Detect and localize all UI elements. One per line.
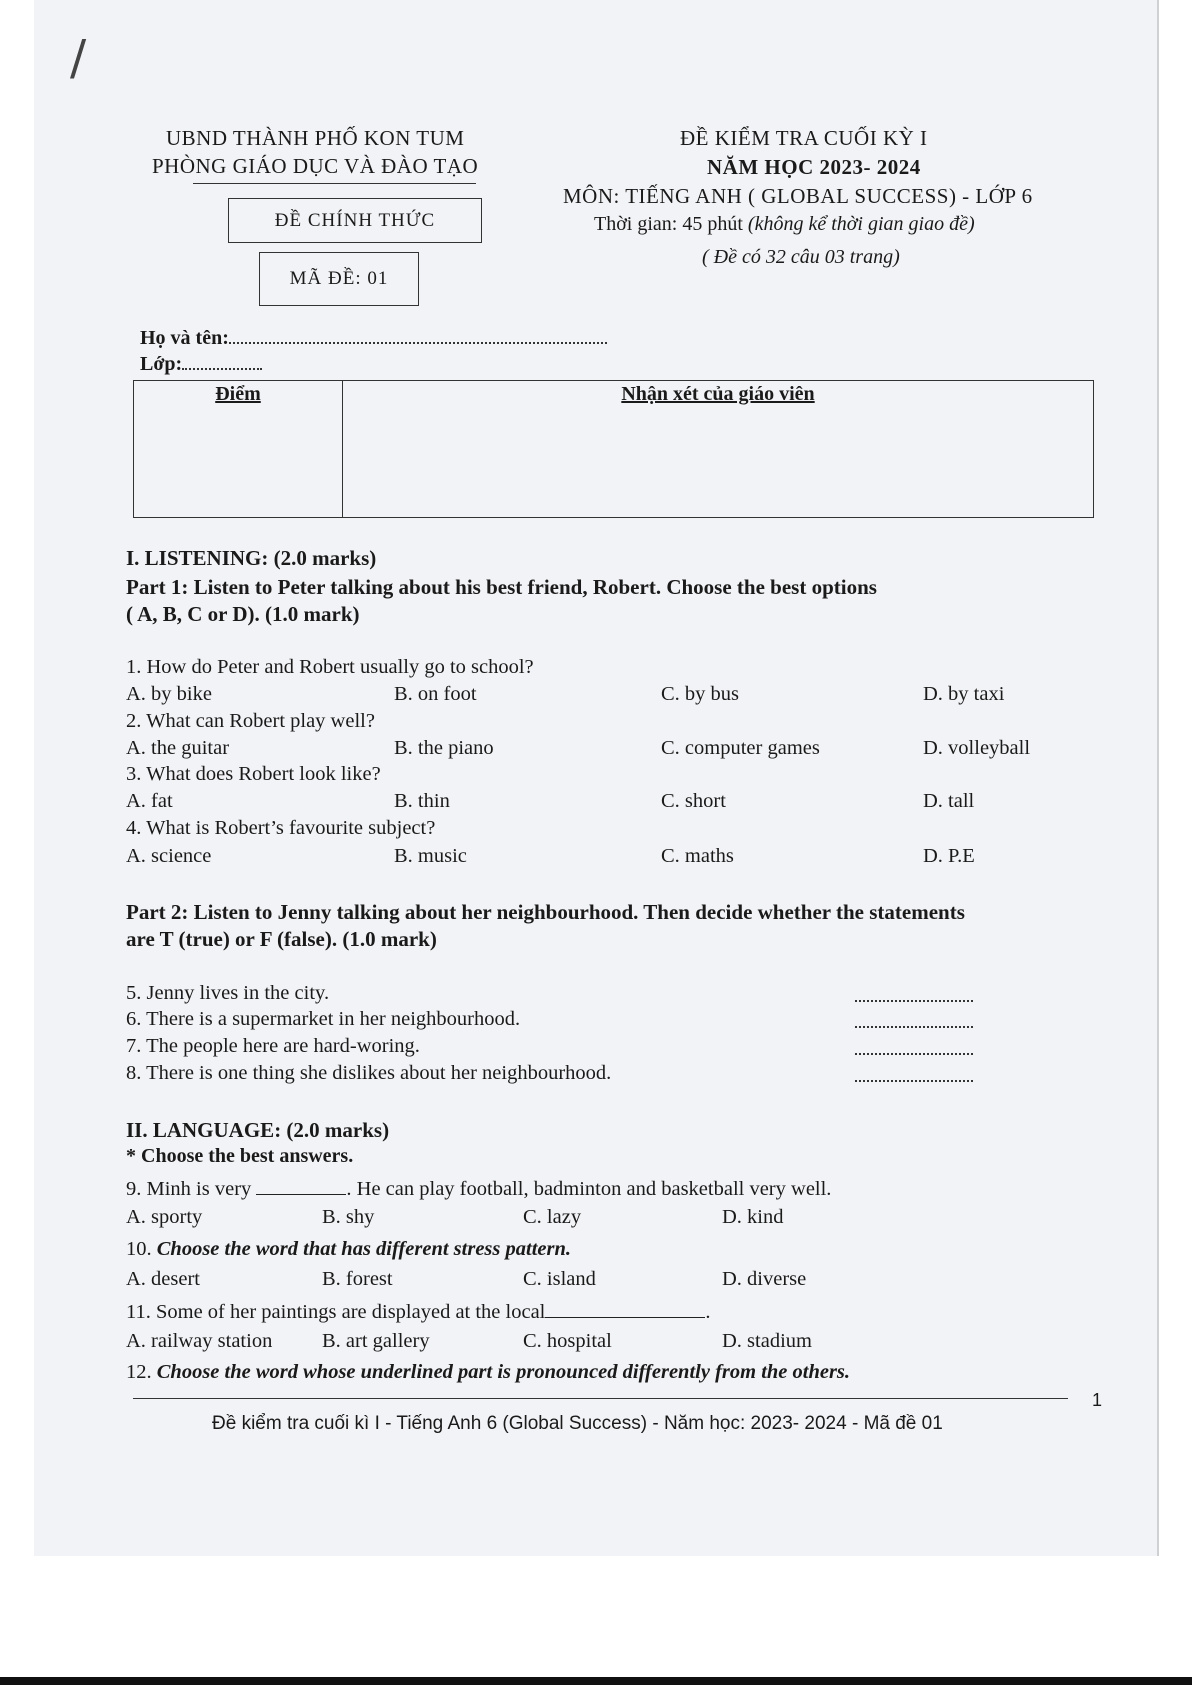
official-exam-label: ĐỀ CHÍNH THỨC — [274, 209, 436, 231]
q4-option-b[interactable]: B. music — [394, 845, 467, 867]
answer-6-field[interactable] — [855, 1025, 973, 1028]
exam-title: ĐỀ KIỂM TRA CUỐI KỲ I — [680, 126, 928, 150]
official-exam-box — [228, 198, 482, 243]
part2-instruction-1: Part 2: Listen to Jenny talking about her neighbourhood. Then decide whether the statements — [126, 900, 965, 924]
q10-option-c[interactable]: C. island — [523, 1268, 596, 1290]
q11-option-c[interactable]: C. hospital — [523, 1330, 612, 1352]
q11-text-before: 11. Some of her paintings are displayed at the local — [126, 1301, 546, 1323]
q10-option-d[interactable]: D. diverse — [722, 1268, 807, 1290]
name-label: Họ và tên: — [140, 327, 229, 349]
exam-code-label: MÃ ĐỀ: 01 — [289, 268, 389, 289]
answer-7-field[interactable] — [855, 1052, 973, 1055]
q10-number: 10. — [126, 1238, 157, 1260]
time-line — [594, 213, 975, 236]
page-number: 1 — [1092, 1390, 1103, 1410]
comment-cell[interactable] — [343, 381, 1094, 518]
footer-divider — [133, 1398, 1068, 1399]
q11-text-after: . — [705, 1301, 711, 1323]
time-prefix: Thời gian: 45 phút — [594, 213, 748, 235]
q4-option-d[interactable]: D. P.E — [923, 845, 975, 867]
q9-option-b[interactable]: B. shy — [322, 1206, 375, 1228]
question-3: 3. What does Robert look like? — [126, 763, 381, 785]
header-department: PHÒNG GIÁO DỤC VÀ ĐÀO TẠO — [152, 154, 479, 178]
language-title: II. LANGUAGE: (2.0 marks) — [126, 1118, 390, 1142]
q9-option-d[interactable]: D. kind — [722, 1206, 784, 1228]
time-note: (không kể thời gian giao đề) — [747, 213, 975, 235]
school-year: NĂM HỌC 2023- 2024 — [707, 155, 921, 179]
q4-option-a[interactable]: A. science — [126, 845, 212, 867]
part2-instruction-2: are T (true) or F (false). (1.0 mark) — [126, 927, 437, 951]
statement-7: 7. The people here are hard-woring. — [126, 1035, 420, 1057]
q3-option-d[interactable]: D. tall — [923, 790, 975, 812]
question-9 — [126, 1176, 831, 1201]
question-10 — [126, 1238, 571, 1261]
paper-edge — [1157, 0, 1159, 1556]
answer-8-field[interactable] — [855, 1079, 973, 1082]
score-header: Điểm — [215, 383, 261, 405]
q9-text-before: 9. Minh is very — [126, 1178, 257, 1200]
listening-title: I. LISTENING: (2.0 marks) — [126, 546, 377, 570]
class-line — [140, 352, 262, 376]
bottom-border — [0, 1677, 1192, 1685]
comment-header: Nhận xét của giáo viên — [621, 383, 815, 405]
q11-blank[interactable] — [545, 1299, 705, 1318]
q1-option-b[interactable]: B. on foot — [394, 683, 477, 705]
page-mark: / — [70, 30, 87, 86]
exam-code-box — [259, 252, 419, 306]
q9-option-a[interactable]: A. sporty — [126, 1206, 203, 1228]
q11-option-d[interactable]: D. stadium — [722, 1330, 812, 1352]
question-11 — [126, 1299, 711, 1324]
q10-text: Choose the word that has different stress pattern. — [156, 1238, 571, 1260]
q12-text: Choose the word whose underlined part is pronounced differently from the others. — [156, 1361, 851, 1383]
class-field[interactable] — [182, 352, 262, 370]
footer-text: Đề kiểm tra cuối kì I - Tiếng Anh 6 (Global Success) - Năm học: 2023- 2024 - Mã đề 01 — [212, 1413, 943, 1434]
name-line — [140, 326, 607, 350]
q1-option-a[interactable]: A. by bike — [126, 683, 212, 705]
q9-option-c[interactable]: C. lazy — [523, 1206, 582, 1228]
part1-instruction-2: ( A, B, C or D). (1.0 mark) — [126, 602, 360, 626]
q10-option-b[interactable]: B. forest — [322, 1268, 393, 1290]
q3-option-a[interactable]: A. fat — [126, 790, 173, 812]
statement-8: 8. There is one thing she dislikes about her neighbourhood. — [126, 1062, 612, 1084]
statement-6: 6. There is a supermarket in her neighbourhood. — [126, 1008, 521, 1030]
pages-note: ( Đề có 32 câu 03 trang) — [702, 246, 900, 268]
q11-option-b[interactable]: B. art gallery — [322, 1330, 430, 1352]
q9-blank[interactable] — [256, 1176, 346, 1195]
language-instruction: * Choose the best answers. — [126, 1145, 354, 1167]
q2-option-b[interactable]: B. the piano — [394, 737, 494, 759]
q3-option-c[interactable]: C. short — [661, 790, 726, 812]
subject-line: MÔN: TIẾNG ANH ( GLOBAL SUCCESS) - LỚP 6 — [563, 184, 1033, 208]
score-cell[interactable] — [134, 381, 343, 518]
part1-instruction-1: Part 1: Listen to Peter talking about his best friend, Robert. Choose the best options — [126, 575, 877, 599]
q1-option-c[interactable]: C. by bus — [661, 683, 740, 705]
q4-option-c[interactable]: C. maths — [661, 845, 734, 867]
statement-5: 5. Jenny lives in the city. — [126, 982, 330, 1004]
question-1: 1. How do Peter and Robert usually go to school? — [126, 656, 534, 678]
question-4: 4. What is Robert’s favourite subject? — [126, 817, 436, 839]
q2-option-c[interactable]: C. computer games — [661, 737, 820, 759]
q2-option-a[interactable]: A. the guitar — [126, 737, 230, 759]
q9-text-after: . He can play football, badminton and basketball very well. — [346, 1178, 832, 1200]
answer-5-field[interactable] — [855, 999, 973, 1002]
header-authority: UBND THÀNH PHỐ KON TUM — [166, 126, 465, 150]
q10-option-a[interactable]: A. desert — [126, 1268, 201, 1290]
q1-option-d[interactable]: D. by taxi — [923, 683, 1005, 705]
header-underline — [193, 183, 476, 184]
q12-number: 12. — [126, 1361, 157, 1383]
question-12 — [126, 1361, 850, 1384]
question-2: 2. What can Robert play well? — [126, 710, 375, 732]
q11-option-a[interactable]: A. railway station — [126, 1330, 273, 1352]
class-label: Lớp: — [140, 353, 183, 375]
q3-option-b[interactable]: B. thin — [394, 790, 450, 812]
name-field[interactable] — [229, 326, 607, 344]
q2-option-d[interactable]: D. volleyball — [923, 737, 1031, 759]
score-table — [133, 380, 1094, 518]
